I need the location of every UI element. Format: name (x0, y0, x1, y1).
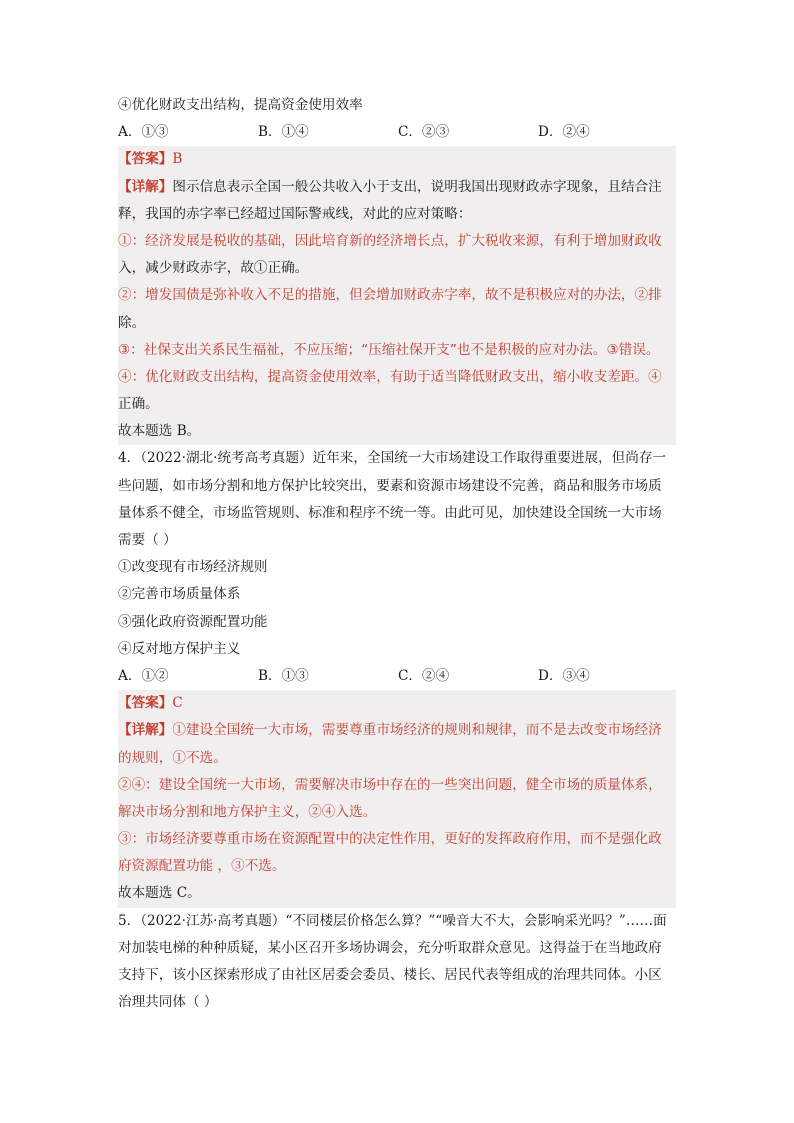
q4-detail-line: 府资源配置功能 ，③不选。 (118, 858, 286, 875)
q3-conclusion: 故本题选 B。 (118, 423, 201, 440)
answer-value: C (172, 695, 183, 712)
q5-stem-line: 5．（2022·江苏·高考真题）“不同楼层价格怎么算？”“噪音大不大，会影响采光吗？”……面 (118, 912, 667, 929)
q4-option: ①改变现有市场经济规则 (118, 559, 268, 576)
q4-option: ②完善市场质量体系 (118, 586, 241, 603)
answer-tag: 【答案】 (118, 151, 173, 168)
q4-stem-line: 需要（ ） (118, 532, 177, 548)
q4-detail-line: 解决市场分割和地方保护主义，②④入选。 (118, 803, 377, 820)
answer-value: B (172, 151, 183, 168)
q5-stem-line: 对加装电梯的种种质疑，某小区召开多场协调会，充分听取群众意见。这得益于在当地政府 (118, 939, 662, 956)
q3-point-line: ④：优化财政支出结构，提高资金使用效率，有助于适当降低财政支出，缩小收支差距。④ (118, 368, 662, 385)
q3-answer (118, 146, 676, 173)
q4-answer (118, 690, 676, 717)
detail-text: 图示信息表示全国一般公共收入小于支出，说明我国出现财政赤字现象，且结合注 (172, 178, 662, 195)
q4-option: ④反对地方保护主义 (118, 640, 241, 657)
q3-point-line: ③：社保支出关系民生福祉，不应压缩；“压缩社保开支”也不是积极的应对办法。③错误。 (118, 341, 660, 358)
answer-tag: 【答案】 (118, 695, 173, 712)
detail-text: ①建设全国统一大市场，需要尊重市场经济的规则和规律，而不是去改变市场经济 (172, 722, 662, 739)
q4-stem-line: 些问题，如市场分割和地方保护比较突出，要素和资源市场建设不完善，商品和服务市场质 (118, 477, 662, 494)
q3-choice-c[interactable]: C．②③ (398, 124, 450, 141)
q3-point-line: 正确。 (118, 396, 159, 413)
q5-stem-line: 治理共同体（ ） (118, 994, 218, 1011)
detail-tag: 【详解】 (118, 722, 173, 739)
q4-choice-d[interactable]: D．③④ (538, 667, 590, 684)
q3-choice-b[interactable]: B．①④ (258, 124, 309, 141)
q3-detail-line-1 (118, 174, 676, 201)
q3-option-4: ④优化财政支出结构，提高资金使用效率 (118, 97, 363, 113)
q4-choices (118, 663, 678, 690)
q4-detail-line: 的规则，①不选。 (118, 749, 227, 766)
q4-option: ③强化政府资源配置功能 (118, 613, 268, 630)
q3-point-line: ①：经济发展是税收的基础，因此培育新的经济增长点，扩大税收来源，有利于增加财政收 (118, 232, 662, 249)
q3-detail-line-2: 释，我国的赤字率已经超过国际警戒线，对此的应对策略： (118, 205, 472, 222)
q4-choice-c[interactable]: C．②④ (398, 667, 450, 684)
q3-choices (118, 119, 678, 146)
q3-point-line: 除。 (118, 314, 146, 331)
q3-choice-d[interactable]: D．②④ (538, 124, 590, 141)
q3-choice-a[interactable]: A．①③ (118, 124, 169, 141)
q3-answer-block (118, 146, 676, 445)
q4-answer-block (118, 690, 676, 908)
q3-point-line: 入，减少财政赤字，故①正确。 (118, 260, 309, 277)
q4-choice-b[interactable]: B．①③ (258, 667, 309, 684)
document-page (118, 92, 678, 1016)
q4-detail-line: ③：市场经济要尊重市场在资源配置中的决定性作用，更好的发挥政府作用，而不是强化政 (118, 831, 662, 848)
q4-detail-line: ②④：建设全国统一大市场，需要解决市场中存在的一些突出问题，健全市场的质量体系， (118, 776, 662, 793)
q4-detail-line-1 (118, 717, 676, 744)
q5-stem-line: 支持下，该小区探索形成了由社区居委会委员、楼长、居民代表等组成的治理共同体。小区 (118, 967, 662, 983)
q4-stem-line: 量体系不健全，市场监管规则、标准和程序不统一等。由此可见，加快建设全国统一大市场 (118, 504, 662, 521)
q4-conclusion: 故本题选 C。 (118, 885, 201, 902)
detail-tag: 【详解】 (118, 178, 173, 195)
q3-point-line: ②：增发国债是弥补收入不足的措施，但会增加财政赤字率，故不是积极应对的办法，②排 (118, 287, 662, 304)
q4-stem-line: 4．（2022·湖北·统考高考真题）近年来，全国统一大市场建设工作取得重要进展，但尚存一 (118, 450, 667, 467)
q4-choice-a[interactable]: A．①② (118, 667, 169, 684)
